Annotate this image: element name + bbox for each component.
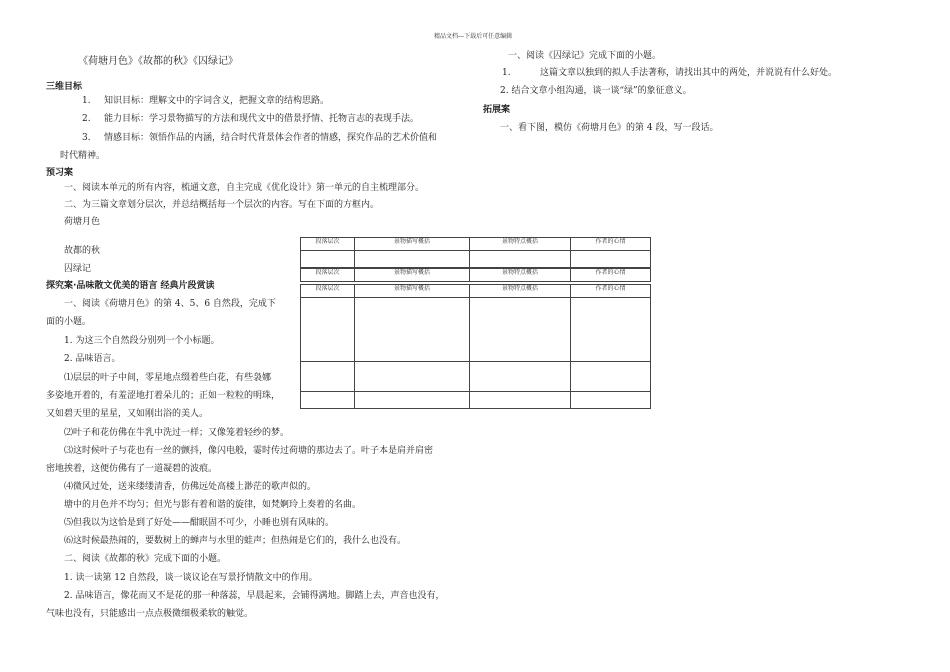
sentence-4-line2: 塘中的月色并不均匀；但光与影有着和谐的旋律，如梵婀玲上奏着的名曲。	[64, 500, 362, 510]
header-cell: 作者的心情	[571, 238, 651, 251]
answer-cell[interactable]	[355, 251, 470, 268]
header-cell: 景物特点概括	[470, 285, 571, 298]
table-hetang	[300, 237, 651, 268]
preview-p1: 一、阅读本单元的所有内容，梳通文意，自主完成《优化设计》第一单元的自主梳理部分。	[64, 183, 425, 193]
header-cell: 段落层次	[301, 285, 355, 298]
answer-cell[interactable]	[571, 251, 651, 268]
header-cell: 景物特点概括	[470, 238, 571, 251]
sentence-4-line1: ⑷微风过处，送来缕缕清香，仿佛远处高楼上渺茫的歌声似的。	[64, 482, 317, 492]
answer-cell[interactable]	[301, 362, 355, 392]
goals-heading: 三维目标	[46, 82, 83, 92]
explore-q2-2-line1: 2. 品味语言，像花而又不是花的那一种落蕊，早晨起来，会铺得满地。脚踏上去，声音也没有，	[64, 591, 445, 601]
right-q3-2: 2. 结合文章小组沟通，谈一谈“绿”的象征意义。	[500, 86, 692, 96]
explore-q1-line2: 面的小题。	[46, 317, 92, 327]
sentence-3-line2: 密地挨着，这便仿佛有了一道凝碧的波痕。	[46, 464, 218, 474]
answer-cell[interactable]	[571, 362, 651, 392]
sentence-1-line1: ⑴层层的叶子中间，零星地点缀着些白花，有些袅娜	[64, 373, 272, 383]
answer-cell[interactable]	[571, 298, 651, 362]
explore-q1-line1: 一、阅读《荷塘月色》的第 4、5、6 自然段，完成下	[64, 299, 276, 309]
label-hetang: 荷塘月色	[64, 217, 101, 227]
header-cell: 段落层次	[301, 238, 355, 251]
answer-cell[interactable]	[470, 362, 571, 392]
header-cell: 景物描写概括	[355, 238, 470, 251]
goal-text-3: 情感目标：领悟作品的内涵，结合时代背景体会作者的情感，探究作品的艺术价值和	[104, 133, 438, 143]
goal-num-1: 1.	[82, 96, 91, 106]
answer-cell[interactable]	[470, 251, 571, 268]
preview-p2: 二、为三篇文章划分层次，并总结概括每一个层次的内容。写在下面的方框内。	[64, 200, 380, 210]
explore-q1-1: 1. 为这三个自然段分别列一个小标题。	[64, 336, 220, 346]
sentence-5: ⑸但我以为这恰是到了好处——酣眠固不可少，小睡也别有风味的。	[64, 518, 335, 528]
goal-num-2: 2.	[82, 114, 91, 124]
label-qiulu: 囚绿记	[64, 264, 92, 274]
sentence-1-line3: 又如碧天里的星星，又如刚出浴的美人。	[46, 409, 209, 419]
sentence-6: ⑹这时候最热闹的，要数树上的蝉声与水里的蛙声；但热闹是它们的，我什么也没有。	[64, 536, 407, 546]
goal-continuation: 时代精神。	[60, 151, 106, 161]
explore-q2-2-line2: 气味也没有，只能感出一点点极微细极柔软的触觉。	[46, 609, 254, 619]
answer-cell[interactable]	[571, 392, 651, 409]
answer-cell[interactable]	[355, 392, 470, 409]
extension-heading: 拓展案	[483, 105, 511, 115]
answer-cell[interactable]	[301, 251, 355, 268]
right-q3: 一、阅读《囚绿记》完成下面的小题。	[508, 51, 662, 61]
answer-cell[interactable]	[355, 362, 470, 392]
answer-cell[interactable]	[470, 298, 571, 362]
right-q3-1-num: 1.	[502, 68, 511, 78]
answer-cell[interactable]	[470, 392, 571, 409]
goal-text-1: 知识目标：理解文中的字词含义，把握文章的结构思路。	[104, 96, 330, 106]
header-cell: 段落层次	[301, 269, 355, 282]
header-cell: 景物描写概括	[355, 285, 470, 298]
sentence-1-line2: 多姿地开着的，有羞涩地打着朵儿的；正如一粒粒的明珠，	[46, 391, 281, 401]
goal-text-2: 能力目标：学习景物描写的方法和现代文中的借景抒情、托物言志的表现手法。	[104, 114, 420, 124]
answer-cell[interactable]	[301, 392, 355, 409]
goal-num-3: 3.	[82, 133, 91, 143]
answer-cell[interactable]	[301, 298, 355, 362]
preview-heading: 预习案	[46, 168, 74, 178]
right-q3-1: 这篇文章以独到的拟人手法著称，请找出其中的两处，并说说有什么好处。	[540, 68, 838, 78]
page-title: 《荷塘月色》《故都的秋》《囚绿记》	[78, 56, 238, 67]
answer-cell[interactable]	[355, 298, 470, 362]
table-gudu	[300, 268, 651, 282]
header-note: 精品文档---下载后可任意编辑	[434, 33, 513, 40]
explore-q2: 二、阅读《故都的秋》完成下面的小题。	[64, 554, 227, 564]
header-cell: 景物特点概括	[470, 269, 571, 282]
explore-heading: 探究案·品味散文优美的语言 经典片段赏读	[46, 281, 215, 291]
sentence-2: ⑵叶子和花仿佛在牛乳中洗过一样；又像笼着轻纱的梦。	[64, 428, 290, 438]
label-gudu: 故都的秋	[64, 246, 101, 256]
extension-q1: 一、看下图，模仿《荷塘月色》的第 4 段，写一段话。	[500, 123, 719, 133]
explore-q2-1: 1. 读一读第 12 自然段，谈一谈议论在写景抒情散文中的作用。	[64, 573, 318, 583]
header-cell: 作者的心情	[571, 285, 651, 298]
header-cell: 作者的心情	[571, 269, 651, 282]
sentence-3-line1: ⑶这时候叶子与花也有一丝的颤抖，像闪电般，霎时传过荷塘的那边去了。叶子本是肩并肩密	[64, 446, 434, 456]
table-qiulu	[300, 284, 651, 409]
header-cell: 景物描写概括	[355, 269, 470, 282]
explore-q1-2: 2. 品味语言。	[64, 354, 121, 364]
